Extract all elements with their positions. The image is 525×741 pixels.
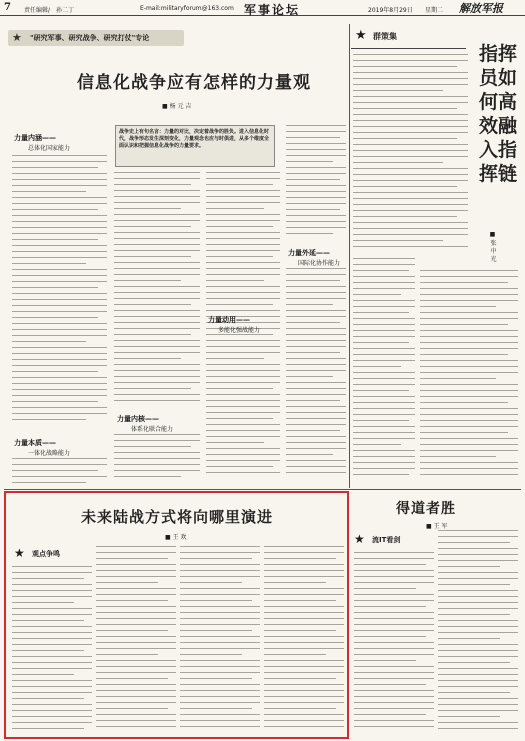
subhead-2 xyxy=(14,438,70,457)
star-icon: ★ xyxy=(354,532,365,546)
section-divider xyxy=(4,489,521,490)
subhead-sub: 国际化协作能力 xyxy=(298,260,341,267)
subhead-4 xyxy=(208,315,260,334)
right-vertical-title[interactable]: 指挥员如何高效融入指挥链 xyxy=(478,43,517,185)
subhead-1 xyxy=(14,133,70,152)
page-number: 7 xyxy=(4,2,11,13)
contact-email[interactable]: E-mail:militaryforum@163.com xyxy=(140,5,234,12)
right-column-lower-right-text xyxy=(420,270,518,486)
right-section-title: 群策集 xyxy=(373,31,397,41)
subhead-sub: 多能化强战能力 xyxy=(218,327,261,334)
subhead-title: 力量动用—— xyxy=(208,315,250,324)
bottom-column-label: 观点争鸣 xyxy=(32,550,60,558)
bottom-article-byline: ■ 王 欢 xyxy=(165,534,187,541)
main-article-byline: ■ 杨 元 吉 xyxy=(162,103,192,110)
bottom-column-1-text xyxy=(12,566,92,734)
bottom-column-2-text xyxy=(96,546,176,734)
column-2-tail xyxy=(114,434,200,486)
subhead-title: 力量内涵—— xyxy=(14,133,56,142)
subhead-sub: 体系化联合能力 xyxy=(131,426,174,433)
newspaper-logo: 解放军报 xyxy=(459,2,503,15)
right-column-upper-text xyxy=(353,54,468,254)
right-section-header xyxy=(353,28,433,46)
star-icon: ★ xyxy=(355,28,367,43)
subhead-title: 力量外延—— xyxy=(288,248,330,257)
column-4-tail xyxy=(286,268,346,486)
main-article-intro: 战争史上有句名言：力量的对比，决定着战争的胜负。进入信息化时代，战争形态发生深刻变化，力量观念也应与时俱进，从多个维度全面认识和把握信息化战争的力量要求。 xyxy=(115,125,275,167)
column-2-text xyxy=(114,172,200,410)
bottom-column-3-text xyxy=(180,546,260,734)
bottom-right-column-2-text xyxy=(438,530,518,736)
subhead-5 xyxy=(288,248,340,267)
page-header xyxy=(0,0,525,16)
right-section-rule xyxy=(351,48,466,49)
column-1-tail xyxy=(12,458,107,486)
weekday: 星期二 xyxy=(425,7,444,14)
issue-date: 2019年8月29日 xyxy=(368,7,413,14)
column-divider xyxy=(349,24,350,488)
right-column-lower-left-text xyxy=(353,258,415,486)
subhead-title: 力量内核—— xyxy=(117,414,159,423)
column-4-text xyxy=(286,125,346,243)
banner-text: "研究军事、研究战争、研究打仗"专论 xyxy=(30,34,150,42)
subhead-sub: 一体化战略能力 xyxy=(28,450,71,457)
bottom-right-column-badge xyxy=(354,532,414,548)
column-1-text xyxy=(12,155,107,433)
bottom-column-badge xyxy=(14,546,74,562)
subhead-3 xyxy=(117,414,173,433)
bottom-right-byline: ■ 王 军 xyxy=(426,523,448,530)
editor-label: 责任编辑/ xyxy=(24,7,51,14)
main-article-title[interactable]: 信息化战争应有怎样的力量观 xyxy=(77,73,311,93)
section-title: 军事论坛 xyxy=(244,3,301,17)
star-icon: ★ xyxy=(14,546,25,560)
bottom-column-4-text xyxy=(264,546,344,734)
bottom-right-column-label: 流IT看剑 xyxy=(372,536,401,544)
special-topic-banner xyxy=(8,30,184,46)
bottom-article-title[interactable]: 未来陆战方式将向哪里演进 xyxy=(80,508,273,526)
bottom-right-title[interactable]: 得道者胜 xyxy=(396,501,456,517)
bottom-right-column-1-text xyxy=(354,552,434,736)
star-icon: ★ xyxy=(12,31,22,44)
editor-name: 孙二丁 xyxy=(56,7,75,14)
subhead-title: 力量本质—— xyxy=(14,438,56,447)
subhead-sub: 总体化国家能力 xyxy=(28,145,71,152)
right-vertical-author: ■ 张 中 光 xyxy=(489,231,496,262)
